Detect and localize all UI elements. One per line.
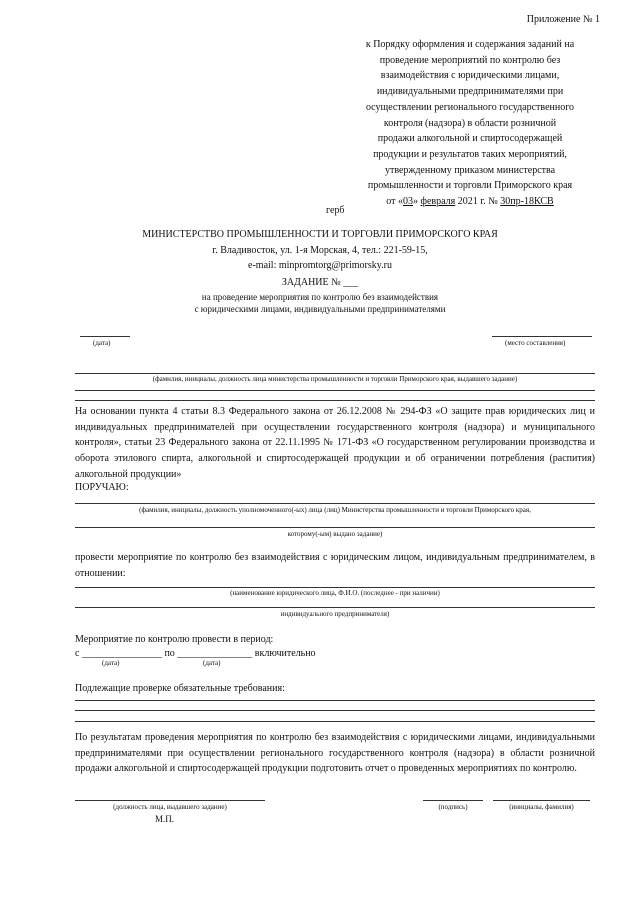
period-range: с ________________ по _______________ включительно (75, 648, 316, 659)
period-label: Мероприятие по контролю провести в период: (75, 634, 274, 645)
initials-caption: (инициалы, фамилия) (509, 803, 574, 811)
appendix-line: продажи алкогольной и спиртосодержащей (377, 133, 563, 145)
issuer-line (75, 390, 595, 391)
signature-caption: (подпись) (438, 803, 468, 811)
order-day: 03 (403, 196, 413, 208)
requirements-line (75, 710, 595, 711)
entity-caption: индивидуального предпринимателя) (280, 610, 390, 618)
assignee-caption: (фамилия, инициалы, должность уполномоченного(-ых) лица (лиц) Министерства промышленности и торговли Приморского края, (139, 506, 531, 514)
appendix-title: Приложение № 1 (526, 14, 600, 25)
appendix-line: утвержденному приказом министерства (384, 164, 556, 176)
requirements-label: Подлежащие проверке обязательные требования: (75, 683, 285, 694)
signer-position-line (75, 800, 265, 801)
period-date-caption: (дата) (203, 659, 221, 667)
date-caption: (дата) (93, 339, 111, 347)
basis-paragraph: На основании пункта 4 статьи 8.3 Федерального закона от 26.12.2008 № 294-ФЗ «О защите прав юридических лиц и индивидуальных предпринимателей при осуществлении государственного контроля (надзора) и муниципального контроля», статьи 23 Федерального закона от 22.11.1995 № 171-ФЗ «О государственном регулировании производства и оборота этилового спирта, алкогольной и спиртосодержащей продукции и об ограничении потребления (распития) алкогольной продукции» (75, 406, 595, 480)
appendix-line: индивидуальными предпринимателями при (376, 86, 564, 98)
entity-caption: (наименование юридического лица, Ф.И.О. (последнее - при наличии) (230, 589, 440, 597)
place-line (492, 336, 592, 337)
results-paragraph: По результатам проведения мероприятия по контролю без взаимодействия с юридическими лицами, индивидуальными предпринимателями при осуществлении регионального государственного контроля (надзора) в области розничной продажи алкогольной и спиртосодержащей продукции подготовить отчет о проведенных мероприятиях по контролю. (75, 732, 595, 775)
entity-line (75, 607, 595, 608)
requirements-line (75, 721, 595, 722)
order-number: 30пр-18КСВ (500, 196, 554, 208)
ministry-name: МИНИСТЕРСТВО ПРОМЫШЛЕННОСТИ И ТОРГОВЛИ ПРИМОРСКОГО КРАЯ (142, 229, 498, 240)
order-month: февраля (420, 196, 456, 208)
task-subtitle: с юридическими лицами, индивидуальными предпринимателями (194, 303, 446, 314)
conduct-paragraph: провести мероприятие по контролю без взаимодействия с юридическим лицом, индивидуальным предпринимателем, в отношении: (75, 552, 595, 579)
ministry-email: e-mail: minpromtorg@primorsky.ru (248, 260, 392, 272)
ministry-address: г. Владивосток, ул. 1-я Морская, 4, тел.: 221-59-15, (212, 244, 428, 256)
assignee-line (75, 503, 595, 504)
appendix-line: промышленности и торговли Приморского края (367, 180, 573, 192)
appendix-line: осуществлении регионального государственного (365, 101, 575, 113)
appendix-line: продукции и результатов таких мероприятий, (373, 148, 567, 160)
instruct-heading: ПОРУЧАЮ: (75, 482, 129, 493)
task-subtitle: на проведение мероприятия по контролю без взаимодействия (201, 291, 439, 302)
signer-position-caption: (должность лица, выдавшего задание) (113, 803, 227, 811)
assignee-line (75, 527, 595, 528)
issuer-line (75, 400, 595, 401)
initials-line (493, 800, 590, 801)
requirements-line (75, 700, 595, 701)
task-title: ЗАДАНИЕ № ___ (281, 277, 359, 288)
appendix-line: взаимодействия с юридическими лицами, (380, 70, 560, 82)
period-date-caption: (дата) (102, 659, 120, 667)
ministry-header (40, 227, 600, 274)
issuer-caption: (фамилия, инициалы, должность лица министерства промышленности и торговли Приморского края, выдавшего задание) (152, 375, 518, 383)
order-reference: от «03» февраля 2021 г. № 30пр-18КСВ (386, 196, 554, 208)
emblem-placeholder: герб (326, 205, 345, 216)
appendix-line: контроля (надзора) в области розничной (383, 117, 557, 129)
appendix-line: к Порядку оформления и содержания заданий на (365, 39, 575, 50)
date-line (80, 336, 130, 337)
appendix-block (330, 37, 610, 210)
seal-mark: М.П. (155, 814, 175, 824)
assignee-caption: которому(-ым) выдано задание) (287, 530, 383, 538)
place-caption: (место составления) (505, 339, 566, 347)
appendix-line: проведение мероприятий по контролю без (379, 54, 561, 66)
task-heading (40, 275, 600, 315)
signature-line (423, 800, 483, 801)
